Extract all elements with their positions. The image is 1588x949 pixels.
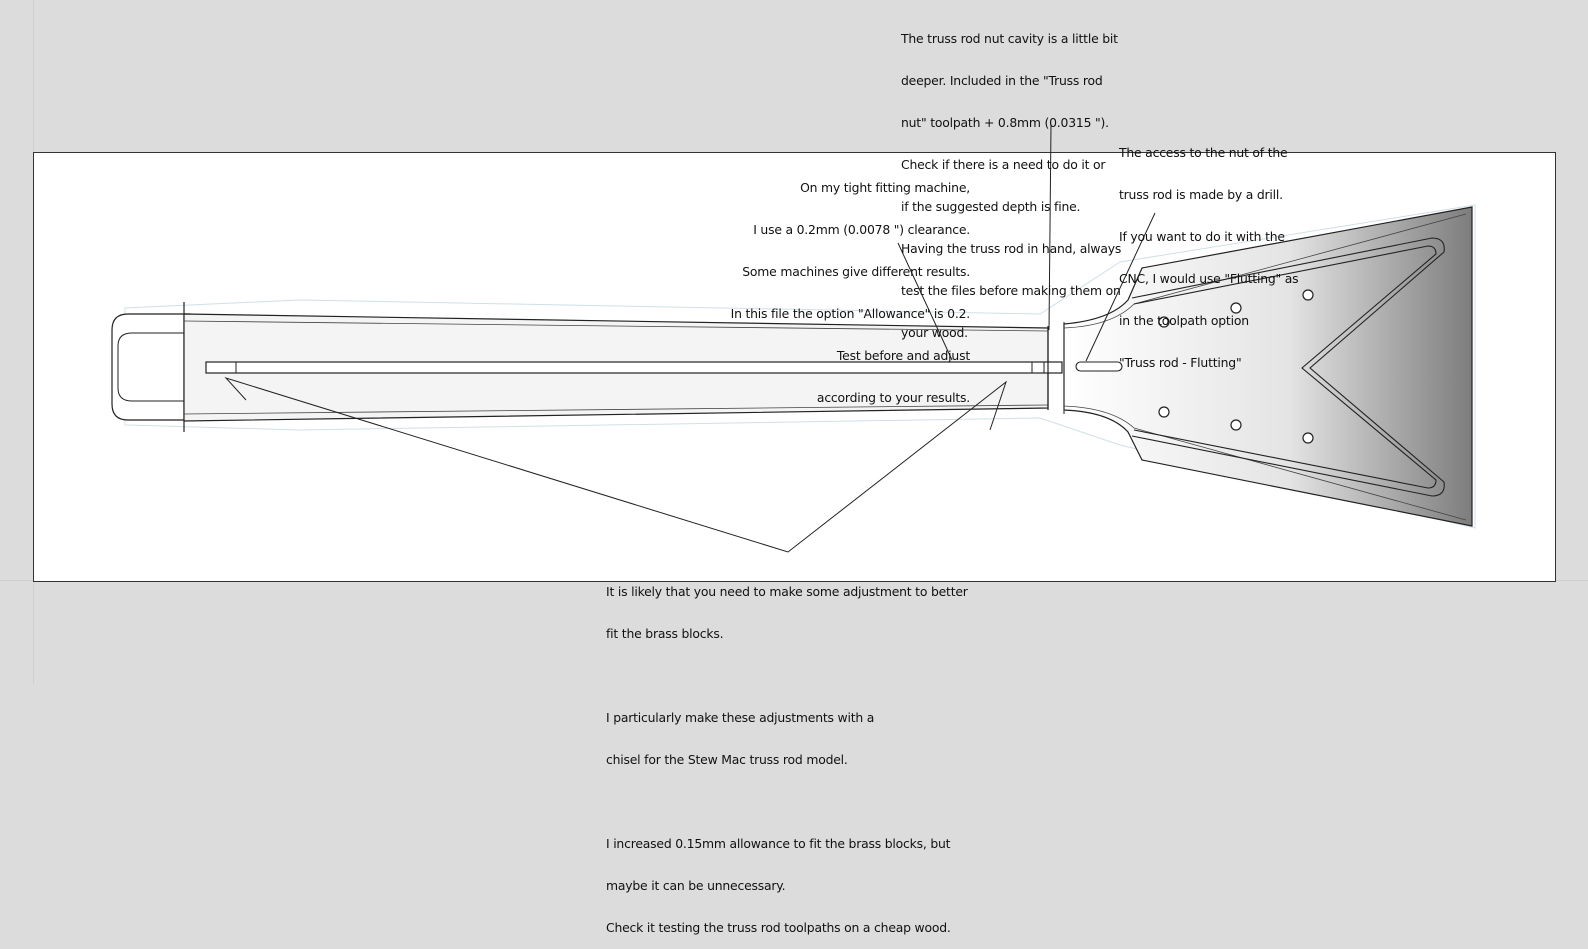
heel-outline	[112, 314, 190, 420]
note-line: truss rod is made by a drill.	[1119, 187, 1283, 202]
tuner-hole	[1303, 433, 1313, 443]
note-line: "Truss rod - Flutting"	[1119, 355, 1242, 370]
note-line: fit the brass blocks.	[606, 626, 724, 641]
note-brass-blocks	[606, 557, 968, 949]
note-line: deeper. Included in the "Truss rod	[901, 73, 1103, 88]
note-line: I increased 0.15mm allowance to fit the brass blocks, but	[606, 836, 951, 851]
note-line: The truss rod nut cavity is a little bit	[901, 31, 1118, 46]
note-nut-access	[1119, 118, 1298, 384]
note-line: I use a 0.2mm (0.0078 ") clearance.	[753, 222, 970, 237]
note-line: maybe it can be unnecessary.	[606, 878, 786, 893]
note-line: in the toolpath option	[1119, 313, 1249, 328]
note-line: Some machines give different results.	[742, 264, 970, 279]
note-line: Check if there is a need to do it or	[901, 157, 1106, 172]
note-line: On my tight fitting machine,	[800, 180, 970, 195]
note-line: according to your results.	[816, 390, 970, 405]
note-line: Having the truss rod in hand, always	[901, 241, 1122, 256]
note-clearance	[731, 153, 970, 419]
paragraph-gap	[606, 669, 968, 683]
paragraph-gap	[606, 795, 968, 809]
tuner-hole	[1159, 407, 1169, 417]
note-line: your wood.	[901, 325, 968, 340]
note-line: if the suggested depth is fine.	[901, 199, 1081, 214]
note-line: Check it testing the truss rod toolpaths on a cheap wood.	[606, 920, 951, 935]
tuner-hole	[1303, 290, 1313, 300]
note-line: chisel for the Stew Mac truss rod model.	[606, 752, 848, 767]
note-line: The access to the nut of the	[1119, 145, 1288, 160]
tuner-hole	[1231, 420, 1241, 430]
note-line: I particularly make these adjustments with a	[606, 710, 875, 725]
note-line: If you want to do it with the	[1119, 229, 1285, 244]
note-line: CNC, I would use "Flutting" as	[1119, 271, 1299, 286]
note-line: In this file the option "Allowance" is 0.2.	[730, 306, 970, 321]
note-line: It is likely that you need to make some adjustment to better	[606, 584, 968, 599]
note-line: test the files before making them on	[901, 283, 1121, 298]
note-line: Test before and adjust	[836, 348, 970, 363]
note-line: nut" toolpath + 0.8mm (0.0315 ").	[901, 115, 1109, 130]
truss-rod-access-slot	[1076, 362, 1122, 371]
